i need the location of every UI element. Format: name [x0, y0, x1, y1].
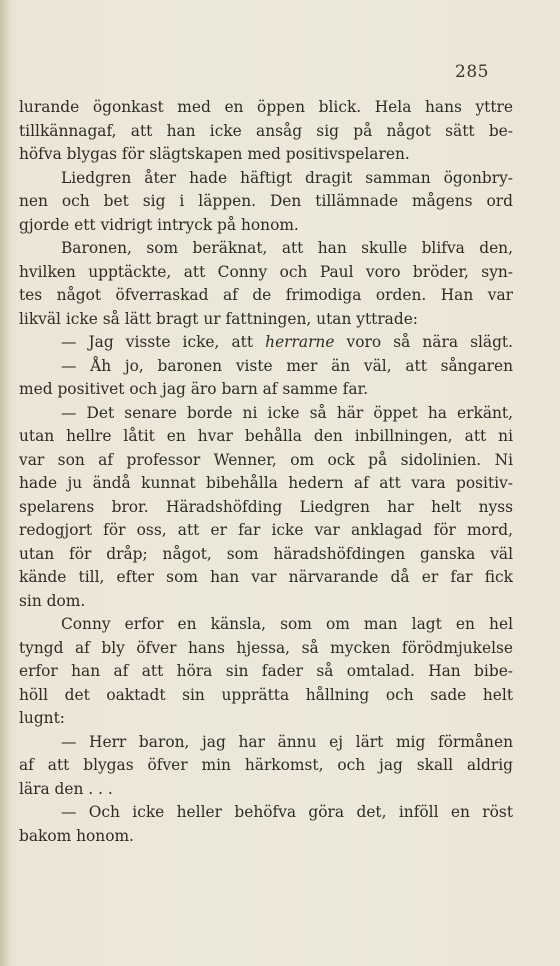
text-line: kände till, efter som han var närvarande då er far fick: [19, 568, 513, 586]
text-line: höfva blygas för slägtskapen med positivspelaren.: [19, 145, 410, 163]
text-line: — Herr baron, jag har ännu ej lärt mig förmånen: [61, 732, 513, 751]
text-line: — Jag visste icke, att herrarne voro så nära slägt.: [61, 333, 514, 351]
text-line: med positivet och jag äro barn af samme far.: [19, 380, 369, 398]
text-line: — Och icke heller behöfva göra det, inföll en röst: [61, 803, 513, 821]
text-line: gjorde ett vidrigt intryck på honom.: [19, 215, 299, 234]
text-line: lugnt:: [19, 709, 65, 727]
text-line: sin dom.: [19, 591, 86, 610]
text-line: hade ju ändå kunnat bibehålla hedern af att vara positiv-: [19, 474, 513, 492]
text-line: lära den . . .: [19, 779, 113, 798]
text-line: redogjort för oss, att er far icke var anklagad för mord,: [19, 521, 513, 539]
text-line: tes något öfverraskad af de frimodiga orden. Han var: [19, 286, 513, 304]
emphasized-word: herrarne: [265, 333, 335, 351]
text-line: var son af professor Wenner, om ock på sidolinien. Ni: [19, 450, 513, 469]
text-line: Baronen, som beräknat, att han skulle blifva den,: [61, 239, 513, 257]
text-line: erfor han af att höra sin fader så omtalad. Han bibe-: [19, 662, 513, 680]
text-line: lurande ögonkast med en öppen blick. Hela hans yttre: [19, 98, 513, 116]
text-line: likväl icke så lätt bragt ur fattningen, utan yttrade:: [19, 309, 418, 328]
text-line: höll det oaktadt sin upprätta hållning och sade helt: [19, 685, 513, 704]
page-binding-edge: [0, 0, 10, 966]
text-line: nen och bet sig i läppen. Den tillämnade mågens ord: [19, 192, 513, 210]
text-line: tillkännagaf, att han icke ansåg sig på något sätt be-: [19, 121, 513, 140]
text-line: utan för dråp; något, som häradshöfdingen ganska väl: [19, 544, 513, 563]
text-line: — Åh jo, baronen viste mer än väl, att sångaren: [61, 356, 513, 375]
text-line: tyngd af bly öfver hans hjessa, så mycken förödmjukelse: [19, 638, 513, 657]
text-line: Liedgren åter hade häftigt dragit samman ögonbry-: [61, 168, 513, 187]
text-line: hvilken upptäckte, att Conny och Paul voro bröder, syn-: [19, 262, 513, 281]
body-text: [19, 96, 513, 848]
text-line: — Det senare borde ni icke så här öppet ha erkänt,: [61, 403, 513, 422]
page-number: 285: [455, 62, 489, 82]
text-line: utan hellre låtit en hvar behålla den inbillningen, att ni: [19, 427, 513, 445]
text-line: Conny erfor en känsla, som om man lagt en hel: [61, 615, 513, 633]
text-line: bakom honom.: [19, 826, 134, 845]
text-line: spelarens bror. Häradshöfding Liedgren har helt nyss: [19, 497, 513, 516]
text-line: af att blygas öfver min härkomst, och jag skall aldrig: [19, 756, 513, 774]
